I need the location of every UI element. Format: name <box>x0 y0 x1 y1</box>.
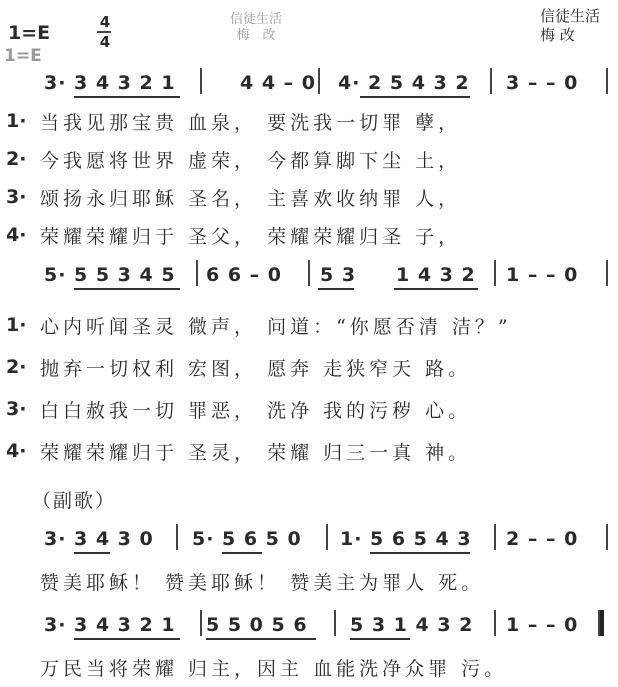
verse-lyric: 白白赦我一切 罪恶， 洗净 我的污秽 心。 <box>40 400 472 422</box>
time-signature-denominator: 4 <box>99 33 111 51</box>
note-underline <box>74 96 180 98</box>
attribution-arranger: 梅 改 <box>540 26 575 44</box>
note-underline <box>318 288 354 290</box>
barline <box>606 68 608 94</box>
barline <box>200 610 202 636</box>
attribution-ghost: 信徒生活 梅 改 <box>230 12 283 43</box>
barline <box>196 260 198 286</box>
verse-lyric: 当我见那宝贵 血泉， 要洗我一切罪 孽， <box>40 112 462 134</box>
chorus-lyric: 万民当将荣耀 归主，因主 血能洗净众罪 污。 <box>40 658 508 680</box>
note-underline <box>74 552 110 554</box>
final-double-barline <box>598 610 604 636</box>
barline <box>200 68 202 94</box>
barline <box>326 524 328 550</box>
barline <box>494 610 496 636</box>
verse-number: 1· <box>6 314 27 336</box>
verse-number: 3· <box>6 398 27 420</box>
verse-lyric: 荣耀荣耀归于 圣父， 荣耀荣耀归圣 子， <box>40 226 462 248</box>
barline <box>494 524 496 550</box>
barline <box>176 524 178 550</box>
time-signature-numerator: 4 <box>99 13 111 31</box>
chorus-lyric: 赞美耶稣！ 赞美耶稣！ 赞美主为罪人 死。 <box>40 572 485 594</box>
note-underline <box>350 638 410 640</box>
verse-lyric: 今我愿将世界 虚荣， 今都算脚下尘 土， <box>40 150 462 172</box>
verse-number: 4· <box>6 224 27 246</box>
note-underline <box>74 638 180 640</box>
note-underline <box>74 288 180 290</box>
chorus-label: （副歌） <box>32 490 117 512</box>
barline <box>318 68 320 94</box>
key-signature-ghost: 1=E <box>4 46 42 66</box>
key-signature: 1=E <box>8 22 51 44</box>
verse-lyric: 荣耀荣耀归于 圣灵， 荣耀 归三一真 神。 <box>40 442 472 464</box>
verse-lyric: 心内听闻圣灵 微声， 问道：“你愿否清 洁？” <box>40 316 512 338</box>
barline <box>606 260 608 286</box>
note-underline <box>394 288 478 290</box>
verse-number: 2· <box>6 148 27 170</box>
verse-number: 3· <box>6 186 27 208</box>
barline <box>494 260 496 286</box>
verse-number: 1· <box>6 110 27 132</box>
verse-lyric: 抛弃一切权利 宏图， 愿奔 走狭窄天 路。 <box>40 358 472 380</box>
barline <box>308 260 310 286</box>
barline <box>606 524 608 550</box>
verse-number: 4· <box>6 440 27 462</box>
attribution-source: 信徒生活 <box>540 7 601 25</box>
note-underline <box>222 552 262 554</box>
barline <box>334 610 336 636</box>
note-underline <box>360 96 470 98</box>
note-underline <box>206 638 316 640</box>
barline <box>490 68 492 94</box>
verse-number: 2· <box>6 356 27 378</box>
note-underline <box>370 552 470 554</box>
verse-lyric: 颂扬永归耶稣 圣名， 主喜欢收纳罪 人， <box>40 188 462 210</box>
